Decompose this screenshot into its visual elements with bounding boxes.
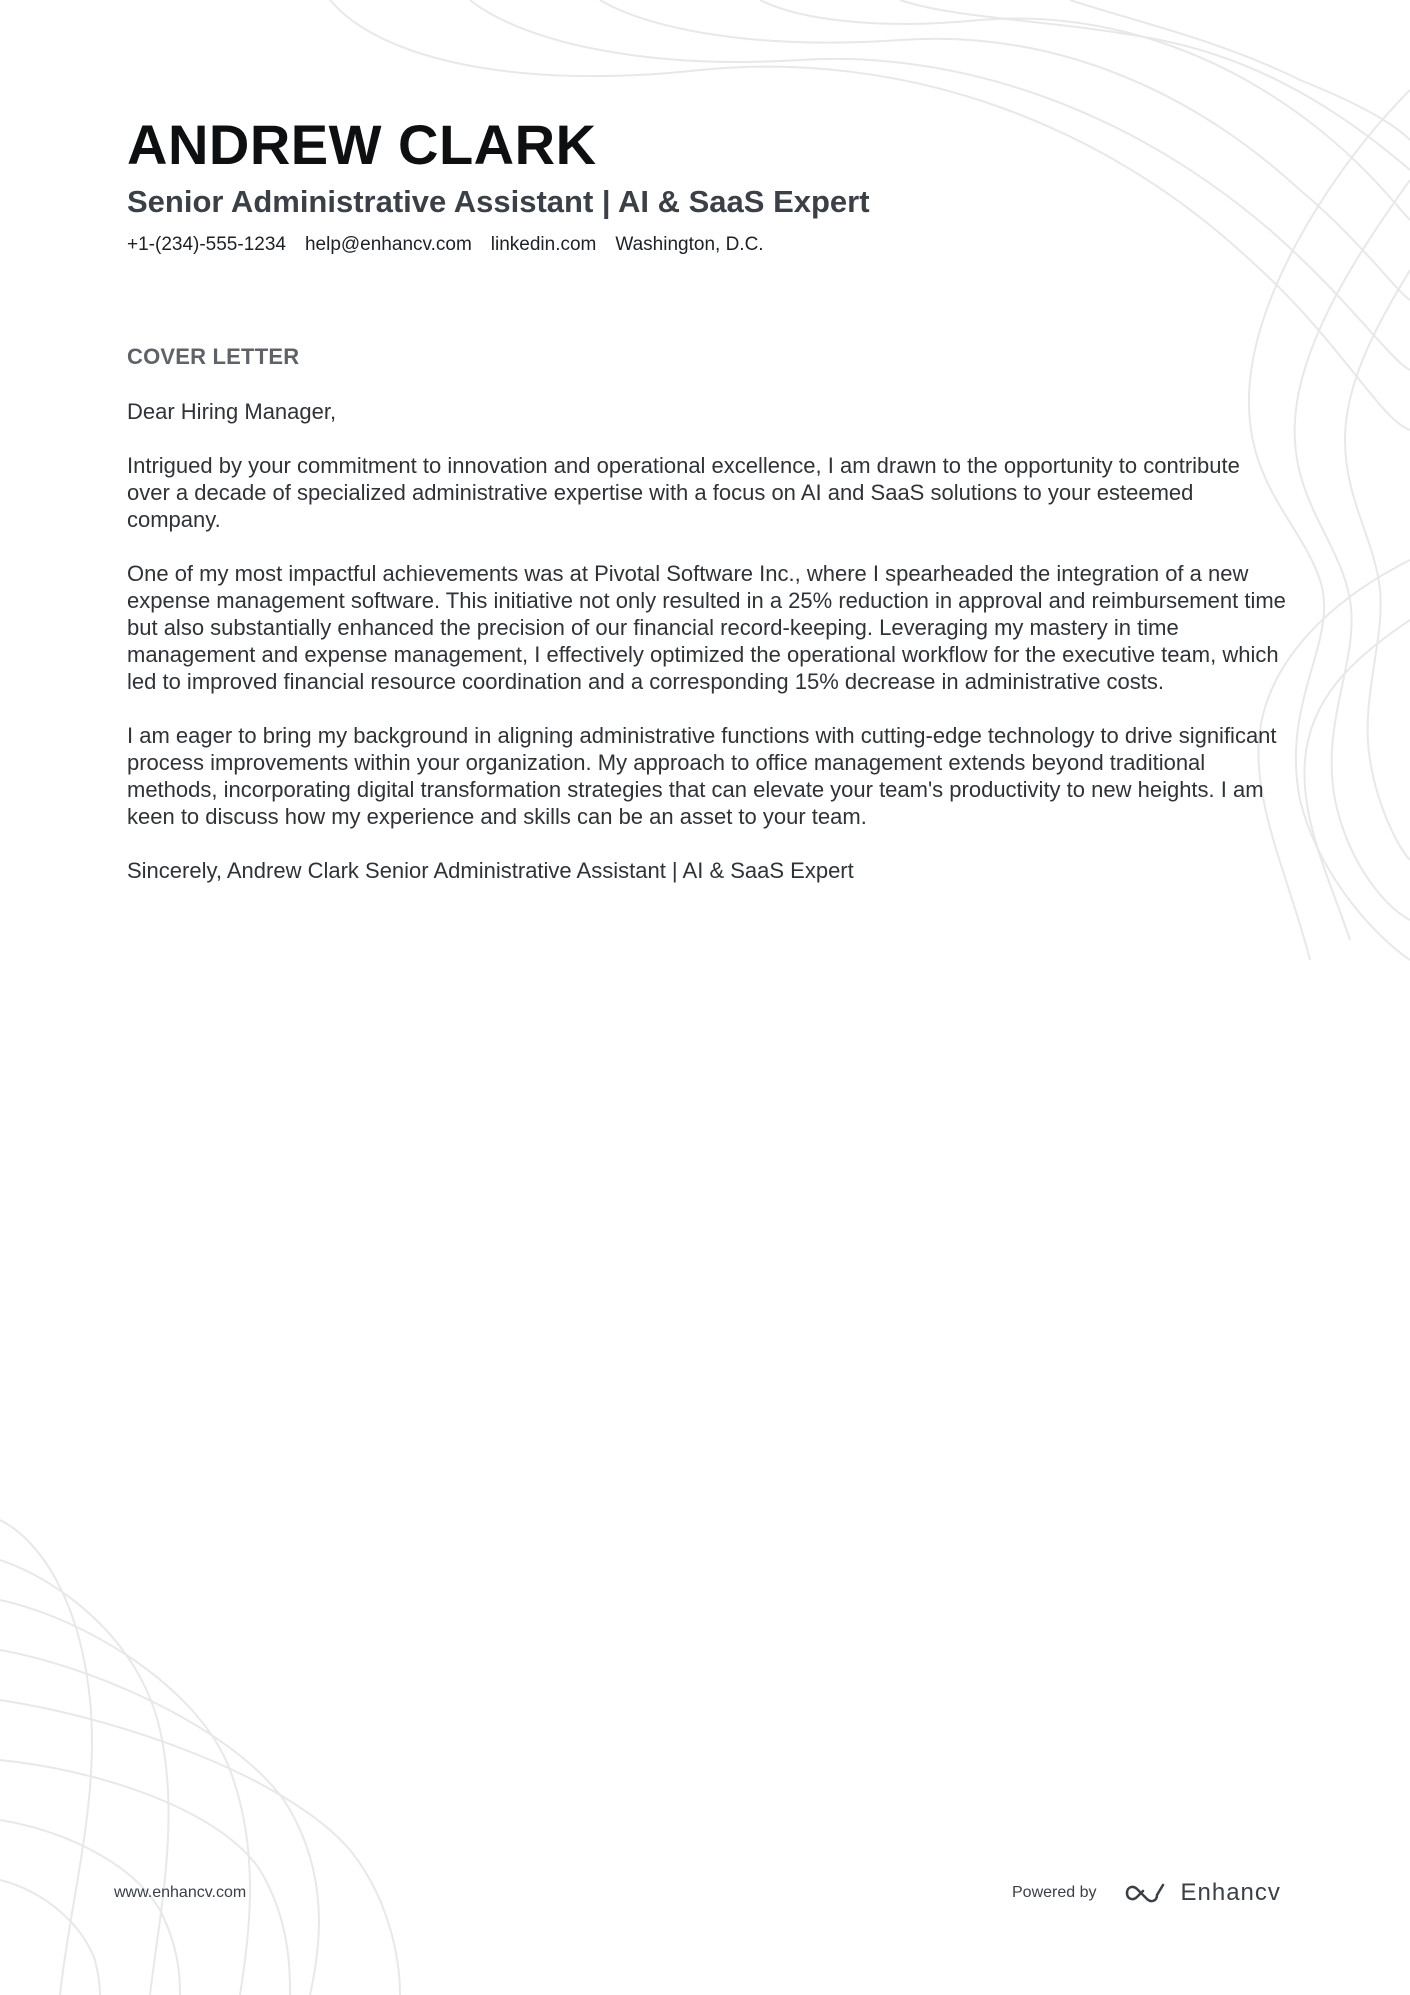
contact-linkedin[interactable]: linkedin.com [490, 234, 597, 255]
section-title: COVER LETTER [127, 344, 300, 369]
brand-name: Enhancv [1180, 1879, 1281, 1906]
contact-email[interactable]: help@enhancv.com [304, 234, 472, 255]
footer-branding [1012, 1879, 1281, 1907]
candidate-name: ANDREW CLARK [127, 113, 597, 176]
closing: Sincerely, Andrew Clark Senior Administrative Assistant | AI & SaaS Expert [127, 858, 854, 883]
salutation: Dear Hiring Manager, [127, 399, 337, 424]
enhancv-logo-icon [1123, 1881, 1169, 1905]
contact-phone: +1-(234)-555-1234 [127, 234, 286, 255]
paragraph-3: I am eager to bring my background in aligning administrative functions with cutting-edge technology to drive significant process improvements within your organization. My approach to office management extends beyond traditional methods, incorporating digital transformation strategies that can elevate your team's productivity to new heights. I am keen to discuss how my experience and skills can be an asset to your team. [127, 723, 1277, 829]
paragraph-2: One of my most impactful achievements was at Pivotal Software Inc., where I spearheaded the integration of a new expense management software. This initiative not only resulted in a 25% reduction in approval and reimbursement time but also substantially enhanced the precision of our financial record-keeping. Leveraging my mastery in time management and expense management, I effectively optimized the operational workflow for the executive team, which led to improved financial resource coordination and a corresponding 15% decrease in administrative costs. [127, 561, 1286, 694]
contact-location: Washington, D.C. [615, 234, 764, 255]
letter-body [127, 398, 1287, 911]
candidate-title: Senior Administrative Assistant | AI & SaaS Expert [127, 184, 870, 219]
powered-by-label: Powered by [1012, 1884, 1097, 1901]
paragraph-1: Intrigued by your commitment to innovation and operational excellence, I am drawn to the opportunity to contribute over a decade of specialized administrative expertise with a focus on AI and SaaS solutions to your esteemed company. [127, 453, 1240, 532]
enhancv-logo[interactable] [1123, 1879, 1281, 1907]
footer-website[interactable]: www.enhancv.com [114, 1884, 247, 1901]
contact-info [127, 234, 764, 256]
